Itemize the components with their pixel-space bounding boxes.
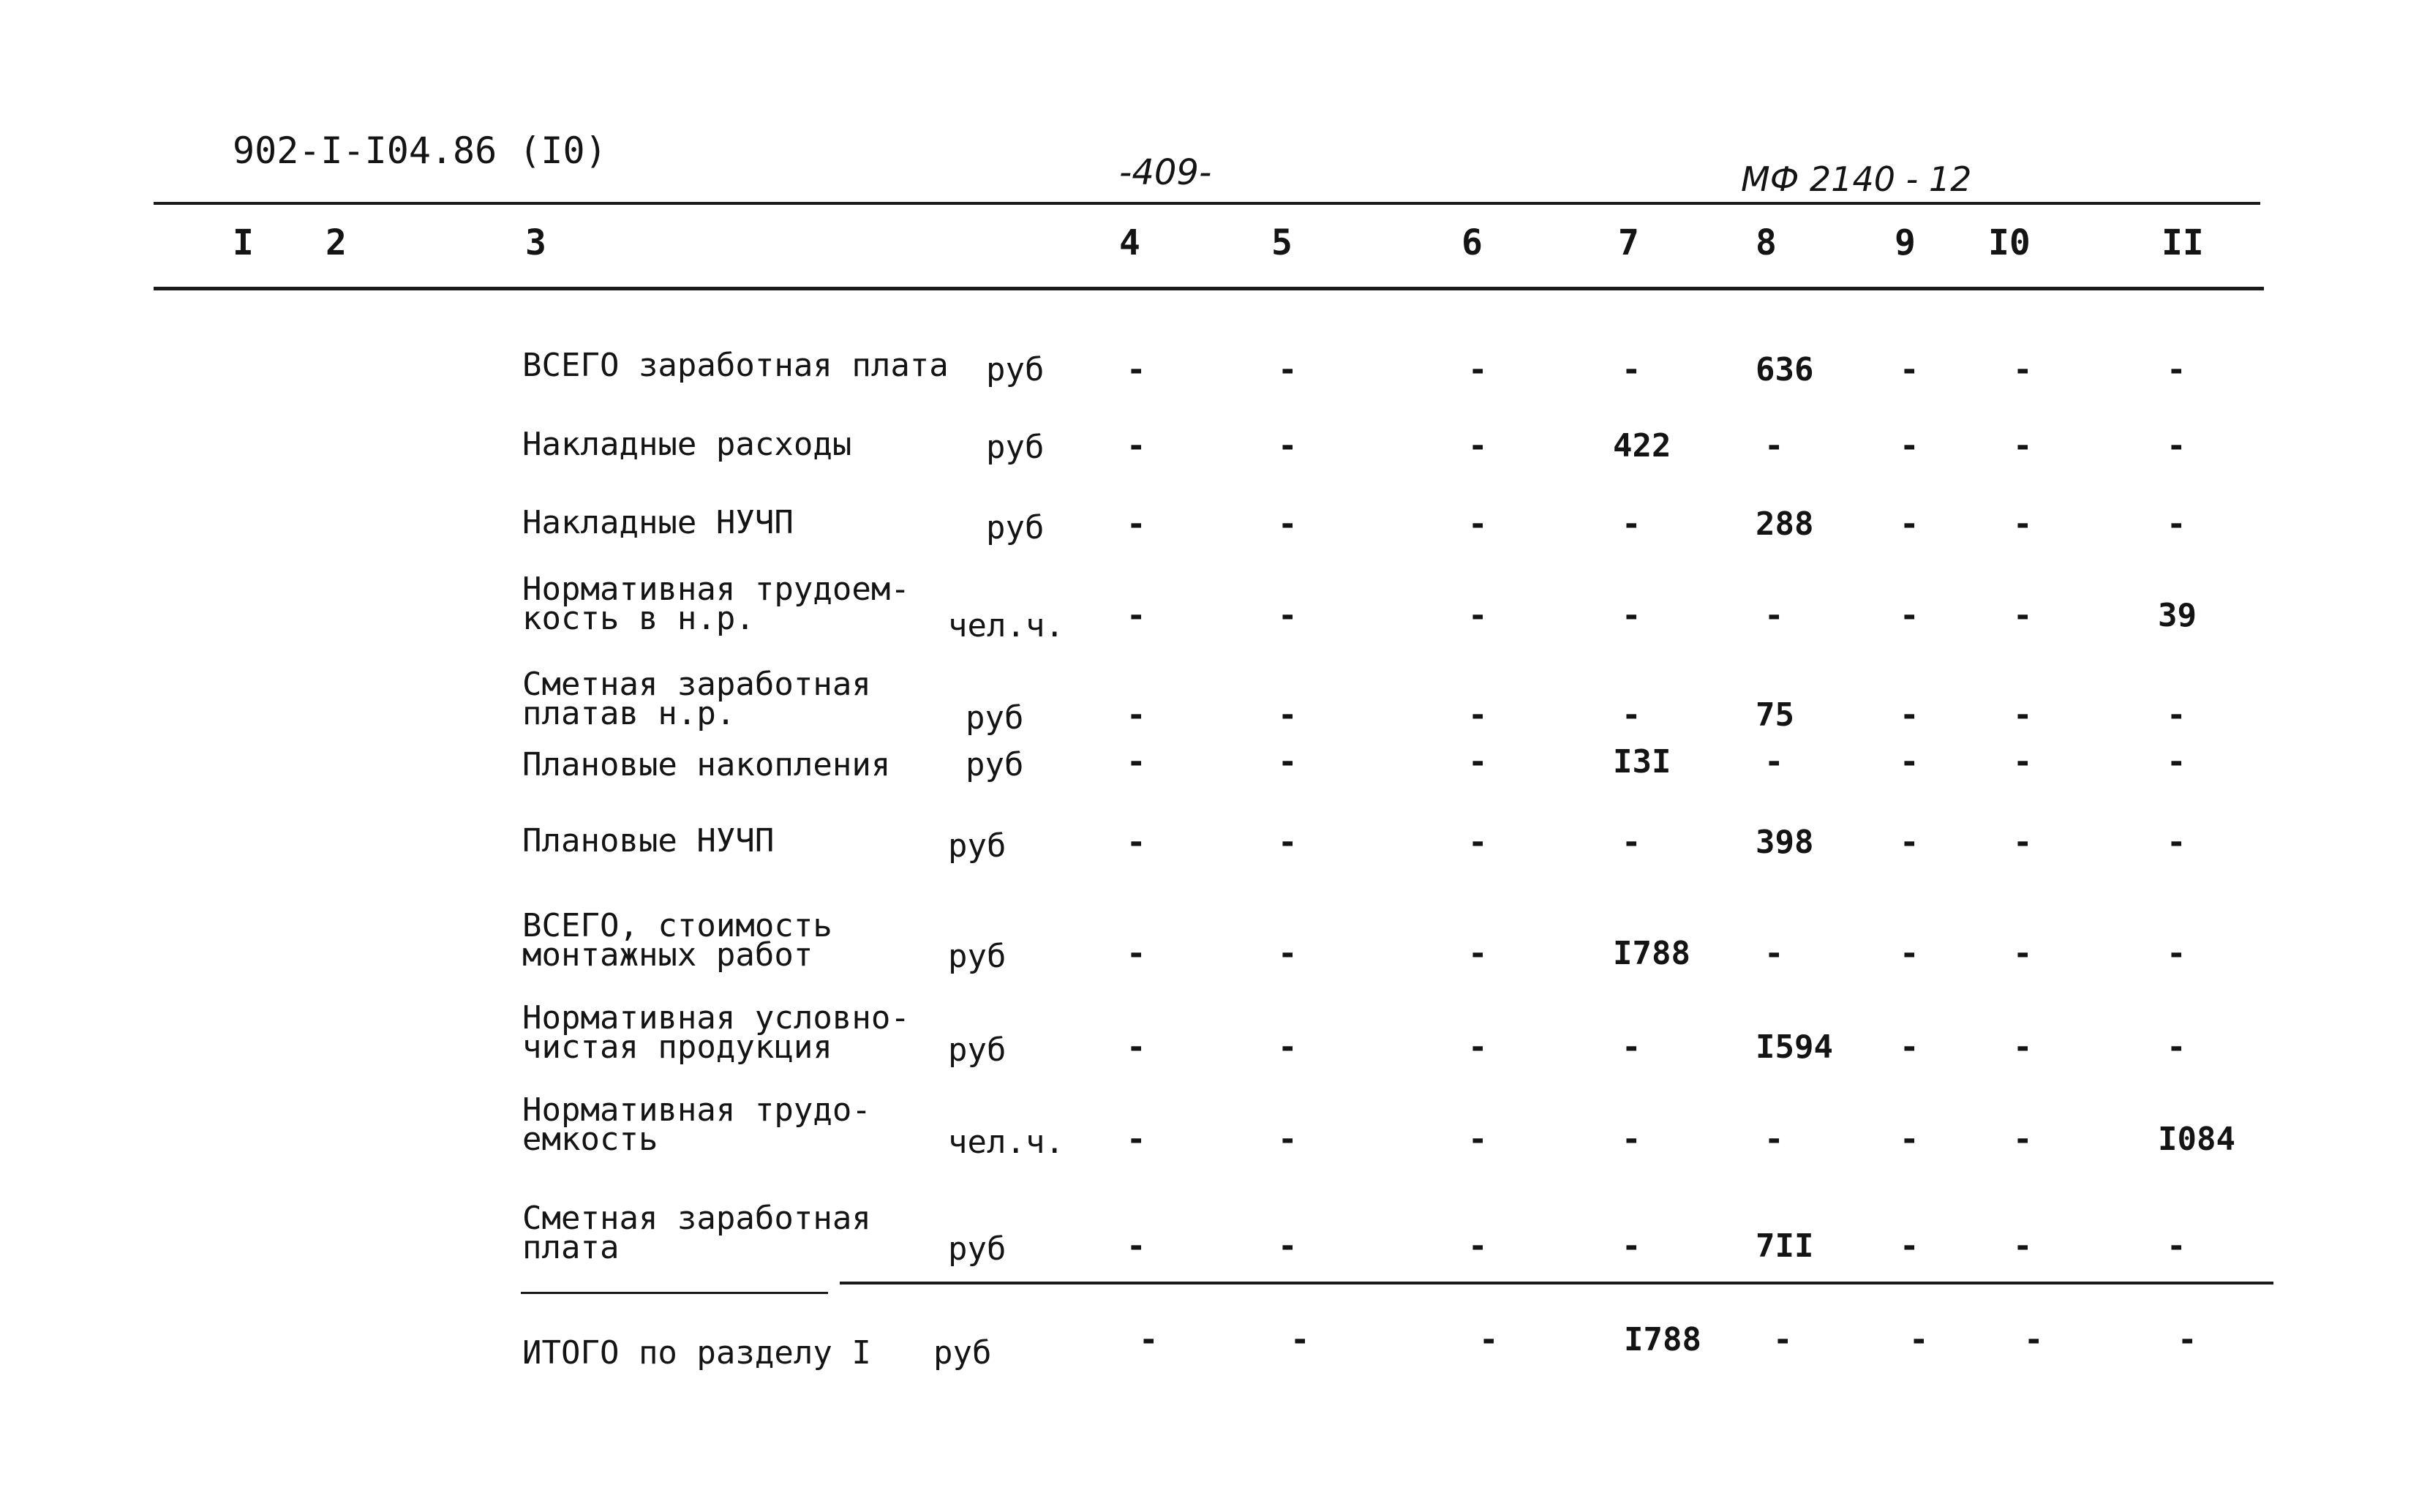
empty-cell-dash: - [2178,1321,2197,1358]
empty-cell-dash: - [1468,1121,1488,1158]
empty-cell-dash: - [1622,1028,1641,1066]
column-number: 9 [1895,222,1916,263]
empty-cell-dash: - [1468,597,1488,634]
empty-cell-dash: - [2013,1028,2033,1066]
empty-cell-dash: - [2013,505,2033,543]
row-label: Нормативная условно- [522,999,910,1037]
empty-cell-dash: - [1278,1028,1298,1066]
empty-cell-dash: - [1764,743,1784,781]
empty-cell-dash: - [1126,743,1146,781]
row-label: Накладные расходы [522,426,852,463]
row-unit: руб [948,1031,1007,1069]
label-separator-rule [521,1292,828,1294]
row-unit: чел.ч. [948,1124,1064,1161]
empty-cell-dash: - [2013,743,2033,781]
empty-cell-dash: - [2024,1321,2044,1358]
empty-cell-dash: - [1278,1121,1298,1158]
row-unit: руб [986,429,1045,466]
empty-cell-dash: - [1764,935,1784,972]
empty-cell-dash: - [2167,696,2186,734]
empty-cell-dash: - [1773,1321,1793,1358]
table-cell-value: I3I [1613,743,1671,781]
row-unit: руб [948,938,1007,975]
document-code: 902-I-I04.86 (I0) [233,129,607,172]
empty-cell-dash: - [1764,597,1784,634]
row-label: ВСЕГО заработная плата [522,347,949,384]
empty-cell-dash: - [2013,935,2033,972]
empty-cell-dash: - [1278,824,1298,861]
row-label: чистая продукция [522,1028,832,1066]
empty-cell-dash: - [2167,1227,2186,1265]
empty-cell-dash: - [1126,427,1146,464]
empty-cell-dash: - [1278,351,1298,388]
row-label: Плановые НУЧП [522,822,775,860]
empty-cell-dash: - [1468,935,1488,972]
table-cell-value: 7II [1756,1227,1814,1265]
empty-cell-dash: - [2013,597,2033,634]
row-unit: руб [948,1230,1007,1268]
empty-cell-dash: - [1900,597,1919,634]
empty-cell-dash: - [2167,351,2186,388]
empty-cell-dash: - [1909,1321,1929,1358]
table-cell-value: 288 [1756,505,1814,543]
empty-cell-dash: - [1622,1121,1641,1158]
row-label: Нормативная трудоем- [522,571,910,608]
column-number: I [233,222,254,263]
empty-cell-dash: - [1126,1227,1146,1265]
empty-cell-dash: - [1468,1028,1488,1066]
total-label: ИТОГО по разделу I [522,1334,871,1372]
row-label: Нормативная трудо- [522,1091,871,1129]
empty-cell-dash: - [1278,505,1298,543]
empty-cell-dash: - [2013,1227,2033,1265]
empty-cell-dash: - [1622,351,1641,388]
table-cell-value: I788 [1613,935,1690,972]
row-unit: руб [986,509,1045,546]
page-number: -409- [1119,152,1212,193]
empty-cell-dash: - [2167,743,2186,781]
empty-cell-dash: - [2013,824,2033,861]
empty-cell-dash: - [2167,824,2186,861]
empty-cell-dash: - [1900,351,1919,388]
empty-cell-dash: - [1900,1028,1919,1066]
row-unit: руб [986,351,1045,388]
column-number: II [2162,222,2204,263]
row-label: Плановые накопления [522,746,891,783]
empty-cell-dash: - [1900,1227,1919,1265]
empty-cell-dash: - [1126,505,1146,543]
empty-cell-dash: - [1468,696,1488,734]
empty-cell-dash: - [1479,1321,1499,1358]
empty-cell-dash: - [1126,597,1146,634]
empty-cell-dash: - [1278,743,1298,781]
total-unit: руб [933,1334,992,1372]
row-unit: руб [966,746,1024,783]
empty-cell-dash: - [1139,1321,1159,1358]
row-label: плата [522,1229,620,1266]
empty-cell-dash: - [2013,351,2033,388]
column-number: 4 [1119,222,1140,263]
row-label: Сметная заработная [522,666,871,703]
empty-cell-dash: - [2167,935,2186,972]
row-unit: руб [966,699,1024,737]
column-number: 2 [326,222,347,263]
empty-cell-dash: - [1278,1227,1298,1265]
empty-cell-dash: - [1468,505,1488,543]
empty-cell-dash: - [1126,351,1146,388]
empty-cell-dash: - [1126,1121,1146,1158]
sheet-code: МФ 2140 - 12 [1741,159,1972,199]
empty-cell-dash: - [1900,824,1919,861]
empty-cell-dash: - [1278,935,1298,972]
empty-cell-dash: - [2167,505,2186,543]
table-cell-value: I084 [2158,1121,2235,1158]
row-label: Сметная заработная [522,1200,871,1237]
empty-cell-dash: - [1278,597,1298,634]
empty-cell-dash: - [1126,935,1146,972]
empty-cell-dash: - [1622,824,1641,861]
row-unit: руб [948,827,1007,865]
empty-cell-dash: - [2013,427,2033,464]
column-number: 7 [1618,222,1639,263]
table-cell-value: 422 [1613,427,1671,464]
values-separator-rule [840,1282,2273,1285]
table-cell-value: 636 [1756,351,1814,388]
empty-cell-dash: - [1900,427,1919,464]
empty-cell-dash: - [1468,824,1488,861]
row-label: ВСЕГО, стоимость [522,907,832,944]
row-label: Накладные НУЧП [522,504,794,541]
empty-cell-dash: - [1468,351,1488,388]
empty-cell-dash: - [1622,696,1641,734]
row-label: емкость [522,1121,658,1158]
empty-cell-dash: - [1278,696,1298,734]
row-label: кость в н.р. [522,600,755,637]
empty-cell-dash: - [1468,427,1488,464]
empty-cell-dash: - [1900,505,1919,543]
empty-cell-dash: - [1278,427,1298,464]
empty-cell-dash: - [2013,696,2033,734]
empty-cell-dash: - [1126,1028,1146,1066]
empty-cell-dash: - [1622,1227,1641,1265]
empty-cell-dash: - [1126,696,1146,734]
table-cell-value: I594 [1756,1028,1833,1066]
column-number: 8 [1756,222,1777,263]
table-cell-value: 398 [1756,824,1814,861]
empty-cell-dash: - [1468,743,1488,781]
empty-cell-dash: - [2167,1028,2186,1066]
empty-cell-dash: - [1622,597,1641,634]
empty-cell-dash: - [1290,1321,1310,1358]
header-bottom-rule [154,287,2264,290]
row-unit: чел.ч. [948,607,1064,644]
empty-cell-dash: - [1900,696,1919,734]
row-label: платав н.р. [522,695,736,732]
empty-cell-dash: - [1900,743,1919,781]
row-label: монтажных работ [522,936,813,974]
empty-cell-dash: - [1900,935,1919,972]
empty-cell-dash: - [1468,1227,1488,1265]
empty-cell-dash: - [1764,427,1784,464]
empty-cell-dash: - [1900,1121,1919,1158]
column-number: I0 [1988,222,2031,263]
empty-cell-dash: - [1764,1121,1784,1158]
column-number: 5 [1271,222,1293,263]
table-cell-value: 39 [2158,597,2197,634]
column-number: 3 [525,222,546,263]
empty-cell-dash: - [2167,427,2186,464]
total-cell-value: I788 [1624,1321,1701,1358]
empty-cell-dash: - [1126,824,1146,861]
empty-cell-dash: - [1622,505,1641,543]
empty-cell-dash: - [2013,1121,2033,1158]
column-number: 6 [1461,222,1483,263]
header-top-rule [154,202,2260,205]
table-cell-value: 75 [1756,696,1794,734]
